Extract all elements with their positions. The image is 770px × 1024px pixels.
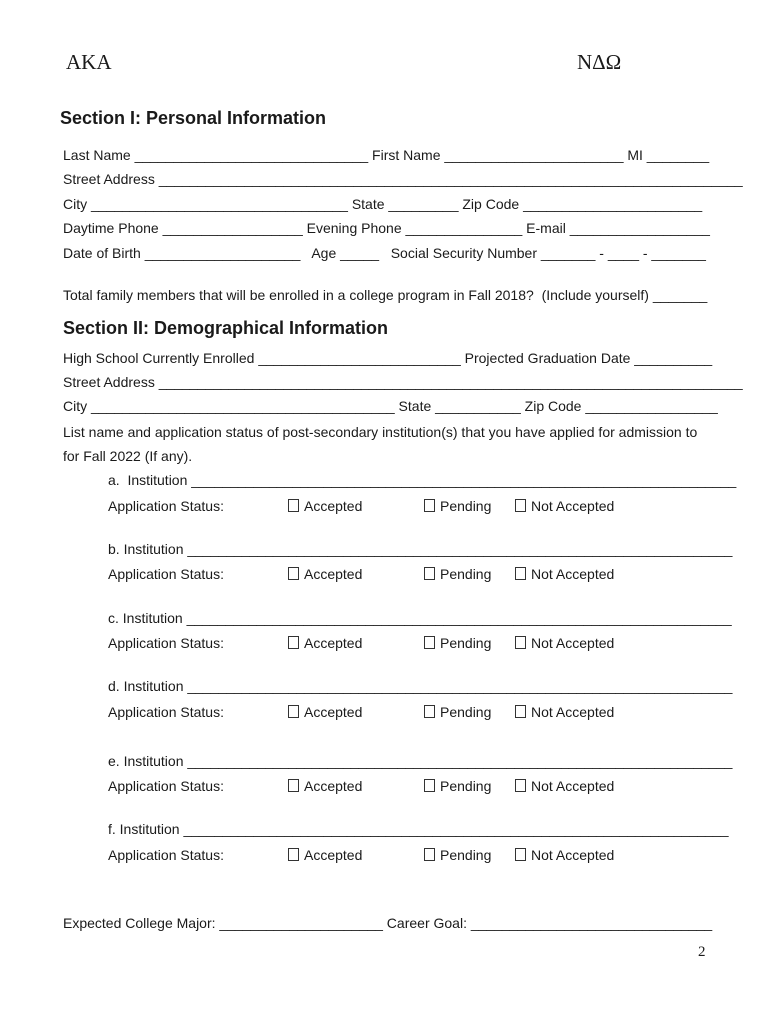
accepted-checkbox[interactable] bbox=[288, 498, 362, 514]
pending-checkbox[interactable] bbox=[424, 498, 491, 514]
not-accepted-checkbox[interactable] bbox=[515, 704, 614, 720]
checkbox-icon bbox=[515, 499, 526, 512]
institution-line[interactable]: f. Institution ______________________________________________________________________ bbox=[108, 821, 729, 837]
checkbox-icon bbox=[515, 848, 526, 861]
not-accepted-label: Not Accepted bbox=[531, 778, 615, 794]
application-status-row bbox=[108, 778, 668, 796]
accepted-checkbox[interactable] bbox=[288, 847, 362, 863]
not-accepted-checkbox[interactable] bbox=[515, 635, 614, 651]
header-left: AKA bbox=[66, 50, 112, 74]
pending-checkbox[interactable] bbox=[424, 778, 491, 794]
school-street-line[interactable]: Street Address ___________________________________________________________________________ bbox=[63, 374, 743, 390]
instructions-text: List name and application status of post-secondary institution(s) that you have applied for admission to bbox=[63, 424, 698, 440]
accepted-label: Accepted bbox=[304, 498, 363, 514]
checkbox-icon bbox=[515, 636, 526, 649]
pending-checkbox[interactable] bbox=[424, 635, 491, 651]
checkbox-icon bbox=[288, 779, 299, 792]
accepted-checkbox[interactable] bbox=[288, 635, 362, 651]
application-status-row bbox=[108, 704, 668, 722]
not-accepted-checkbox[interactable] bbox=[515, 498, 614, 514]
not-accepted-checkbox[interactable] bbox=[515, 778, 614, 794]
section1-title: Section I: Personal Information bbox=[60, 108, 327, 128]
pending-label: Pending bbox=[440, 704, 492, 720]
application-status-label: Application Status: bbox=[108, 566, 224, 582]
header-right: NΔΩ bbox=[577, 50, 622, 74]
checkbox-icon bbox=[424, 567, 435, 580]
major-career-line[interactable]: Expected College Major: _____________________ Career Goal: _______________________________ bbox=[63, 915, 713, 931]
pending-checkbox[interactable] bbox=[424, 847, 491, 863]
pending-label: Pending bbox=[440, 498, 492, 514]
pending-label: Pending bbox=[440, 778, 492, 794]
not-accepted-label: Not Accepted bbox=[531, 566, 615, 582]
not-accepted-label: Not Accepted bbox=[531, 498, 615, 514]
phone-email-line[interactable]: Daytime Phone __________________ Evening Phone _______________ E-mail __________________ bbox=[63, 220, 710, 236]
checkbox-icon bbox=[288, 705, 299, 718]
name-line[interactable]: Last Name ______________________________ First Name _______________________ MI ________ bbox=[63, 147, 710, 163]
family-members-line[interactable]: Total family members that will be enrolled in a college program in Fall 2018? (Include yourself) _______ bbox=[63, 287, 708, 303]
application-status-row bbox=[108, 566, 668, 584]
accepted-checkbox[interactable] bbox=[288, 778, 362, 794]
accepted-label: Accepted bbox=[304, 704, 363, 720]
application-status-label: Application Status: bbox=[108, 778, 224, 794]
pending-checkbox[interactable] bbox=[424, 704, 491, 720]
accepted-checkbox[interactable] bbox=[288, 566, 362, 582]
not-accepted-label: Not Accepted bbox=[531, 635, 615, 651]
dob-age-ssn-line[interactable]: Date of Birth ____________________ Age _____ Social Security Number _______ - ____ - _______ bbox=[63, 245, 706, 261]
street-address-line[interactable]: Street Address ___________________________________________________________________________ bbox=[63, 171, 743, 187]
not-accepted-label: Not Accepted bbox=[531, 847, 615, 863]
accepted-label: Accepted bbox=[304, 847, 363, 863]
pending-label: Pending bbox=[440, 635, 492, 651]
checkbox-icon bbox=[515, 705, 526, 718]
not-accepted-checkbox[interactable] bbox=[515, 847, 614, 863]
checkbox-icon bbox=[515, 779, 526, 792]
institution-line[interactable]: a. Institution ______________________________________________________________________ bbox=[108, 472, 737, 488]
accepted-label: Accepted bbox=[304, 566, 363, 582]
instructions-text-2: for Fall 2022 (If any). bbox=[63, 448, 193, 464]
application-status-row bbox=[108, 498, 668, 516]
checkbox-icon bbox=[288, 567, 299, 580]
institution-line[interactable]: d. Institution ______________________________________________________________________ bbox=[108, 678, 733, 694]
page-number: 2 bbox=[698, 944, 706, 960]
application-status-label: Application Status: bbox=[108, 498, 224, 514]
application-status-row bbox=[108, 847, 668, 865]
not-accepted-checkbox[interactable] bbox=[515, 566, 614, 582]
accepted-label: Accepted bbox=[304, 635, 363, 651]
city-state-zip-line[interactable]: City _________________________________ State _________ Zip Code _______________________ bbox=[63, 196, 703, 212]
application-status-row bbox=[108, 635, 668, 653]
checkbox-icon bbox=[424, 848, 435, 861]
accepted-checkbox[interactable] bbox=[288, 704, 362, 720]
checkbox-icon bbox=[288, 499, 299, 512]
institution-line[interactable]: e. Institution ______________________________________________________________________ bbox=[108, 753, 733, 769]
checkbox-icon bbox=[515, 567, 526, 580]
school-city-line[interactable]: City _______________________________________ State ___________ Zip Code _________________ bbox=[63, 398, 718, 414]
high-school-line[interactable]: High School Currently Enrolled __________________________ Projected Graduation Date __________ bbox=[63, 350, 713, 366]
application-status-label: Application Status: bbox=[108, 704, 224, 720]
institution-line[interactable]: c. Institution ______________________________________________________________________ bbox=[108, 610, 732, 626]
pending-checkbox[interactable] bbox=[424, 566, 491, 582]
institution-line[interactable]: b. Institution ______________________________________________________________________ bbox=[108, 541, 733, 557]
pending-label: Pending bbox=[440, 847, 492, 863]
application-status-label: Application Status: bbox=[108, 635, 224, 651]
pending-label: Pending bbox=[440, 566, 492, 582]
checkbox-icon bbox=[288, 636, 299, 649]
checkbox-icon bbox=[424, 779, 435, 792]
accepted-label: Accepted bbox=[304, 778, 363, 794]
checkbox-icon bbox=[424, 636, 435, 649]
checkbox-icon bbox=[424, 705, 435, 718]
checkbox-icon bbox=[424, 499, 435, 512]
checkbox-icon bbox=[288, 848, 299, 861]
application-status-label: Application Status: bbox=[108, 847, 224, 863]
not-accepted-label: Not Accepted bbox=[531, 704, 615, 720]
section2-title: Section II: Demographical Information bbox=[63, 318, 389, 338]
